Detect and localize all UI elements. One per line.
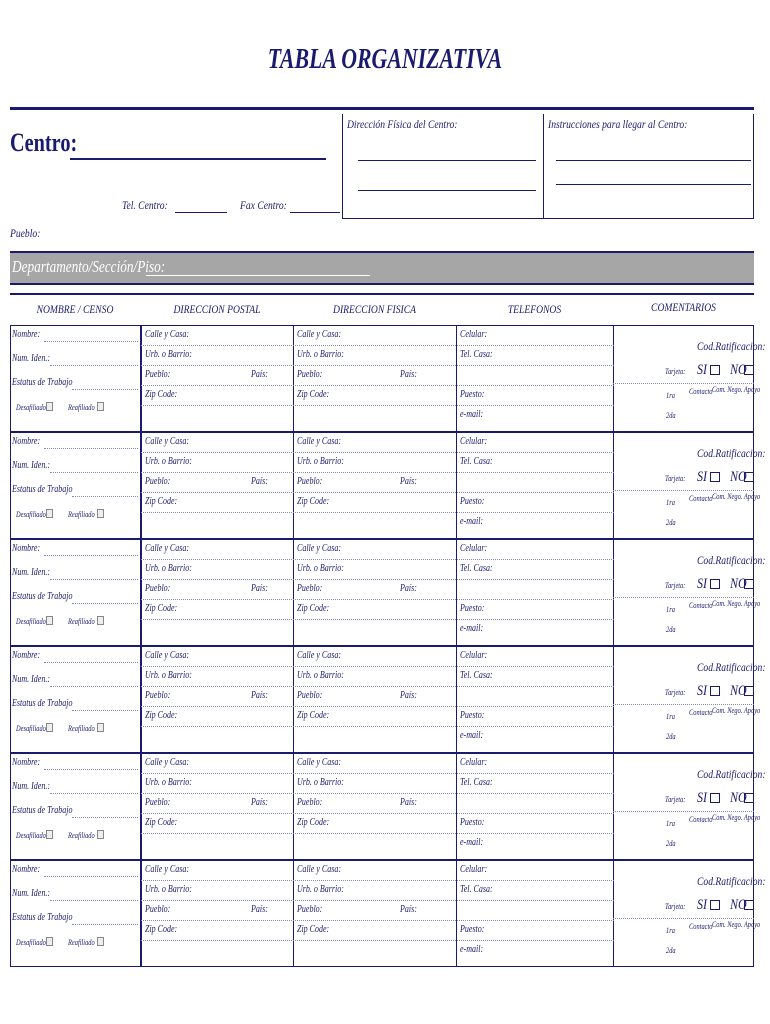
estatus-label: Estatus de Trabajo [12,698,73,709]
postal-zip-label: Zip Code: [145,924,178,935]
num-iden-label: Num. Iden.: [12,353,50,364]
estatus-field[interactable] [72,603,138,604]
row-divider [141,599,614,600]
reafiliado-label: Reafiliado [68,938,95,947]
postal-urb-label: Urb. o Barrio: [145,670,192,681]
row-divider [141,405,614,406]
pueblo-label: Pueblo: [10,226,41,240]
nombre-label: Nombre: [12,864,41,875]
nombre-field[interactable] [44,876,138,877]
tel-casa-label: Tel. Casa: [460,456,493,467]
desafiliado-label: Desafiliado [16,403,46,412]
desafiliado-label: Desafiliado [16,724,46,733]
header-divider-2 [543,114,544,218]
row-divider [141,726,614,727]
desafiliado-checkbox[interactable] [46,402,53,411]
record-block [0,539,770,646]
contacto-label: Contacto [689,708,713,717]
row-divider [141,452,614,453]
primera-label: 1ra [666,712,675,721]
fisica-pueblo-label: Pueblo: [297,583,323,594]
col-header-nombre: NOMBRE / CENSO [36,302,114,316]
tarjeta-label: Tarjeta: [665,581,686,590]
segunda-label: 2da [666,946,676,955]
si-label: SI [697,362,707,378]
row-divider [141,345,614,346]
fisica-pueblo-label: Pueblo: [297,797,323,808]
tel-centro-field[interactable] [175,212,227,213]
fisica-pais-label: País: [400,476,417,487]
num-iden-field[interactable] [50,472,138,473]
primera-label: 1ra [666,819,675,828]
row-divider [613,490,754,491]
col-header-telefonos: TELEFONOS [507,302,562,316]
num-iden-label: Num. Iden.: [12,888,50,899]
header-divider-1 [342,114,343,218]
celular-label: Celular: [460,329,488,340]
record-block [0,432,770,539]
fisica-urb-label: Urb. o Barrio: [297,884,344,895]
si-checkbox[interactable] [710,686,720,696]
reafiliado-label: Reafiliado [68,617,95,626]
desafiliado-label: Desafiliado [16,938,46,947]
title-divider [10,107,754,110]
postal-zip-label: Zip Code: [145,496,178,507]
primera-label: 1ra [666,926,675,935]
row-divider [141,686,614,687]
postal-zip-label: Zip Code: [145,389,178,400]
desafiliado-checkbox[interactable] [46,830,53,839]
postal-urb-label: Urb. o Barrio: [145,563,192,574]
reafiliado-label: Reafiliado [68,831,95,840]
fisica-pueblo-label: Pueblo: [297,904,323,915]
row-divider [141,619,614,620]
segunda-label: 2da [666,411,676,420]
desafiliado-checkbox[interactable] [46,509,53,518]
postal-calle-label: Calle y Casa: [145,650,189,661]
com-nego-apoyo-label: Com. Nego. Apoyo [712,492,761,501]
com-nego-apoyo-label: Com. Nego. Apoyo [712,385,761,394]
postal-urb-label: Urb. o Barrio: [145,884,192,895]
puesto-label: Puesto: [460,924,485,935]
no-checkbox[interactable] [744,579,754,589]
no-label: NO [730,897,747,913]
postal-urb-label: Urb. o Barrio: [145,456,192,467]
reafiliado-label: Reafiliado [68,724,95,733]
num-iden-label: Num. Iden.: [12,460,50,471]
no-label: NO [730,790,747,806]
nombre-field[interactable] [44,448,138,449]
nombre-label: Nombre: [12,329,41,340]
fisica-urb-label: Urb. o Barrio: [297,456,344,467]
estatus-field[interactable] [72,710,138,711]
puesto-label: Puesto: [460,603,485,614]
fisica-pueblo-label: Pueblo: [297,476,323,487]
cod-ratificacion-label: Cod.Ratificacion: [697,874,766,888]
email-label: e-mail: [460,409,484,420]
postal-calle-label: Calle y Casa: [145,329,189,340]
reafiliado-checkbox[interactable] [97,723,104,732]
segunda-label: 2da [666,839,676,848]
desafiliado-checkbox[interactable] [46,616,53,625]
email-label: e-mail: [460,516,484,527]
puesto-label: Puesto: [460,817,485,828]
num-iden-field[interactable] [50,900,138,901]
fisica-pais-label: País: [400,369,417,380]
fisica-pais-label: País: [400,690,417,701]
postal-pais-label: País: [251,369,268,380]
primera-label: 1ra [666,498,675,507]
postal-zip-label: Zip Code: [145,710,178,721]
no-label: NO [730,469,747,485]
postal-pueblo-label: Pueblo: [145,369,171,380]
tel-casa-label: Tel. Casa: [460,670,493,681]
row-divider [141,666,614,667]
estatus-field[interactable] [72,924,138,925]
no-checkbox[interactable] [744,900,754,910]
nombre-field[interactable] [44,662,138,663]
cod-ratificacion-label: Cod.Ratificacion: [697,767,766,781]
row-divider [141,512,614,513]
row-divider [141,365,614,366]
postal-pueblo-label: Pueblo: [145,476,171,487]
fisica-zip-label: Zip Code: [297,389,330,400]
cod-ratificacion-label: Cod.Ratificacion: [697,446,766,460]
contacto-label: Contacto [689,387,713,396]
com-nego-apoyo-label: Com. Nego. Apoyo [712,599,761,608]
centro-label: Centro: [10,128,78,157]
page-title: TABLA ORGANIZATIVA [267,44,503,75]
postal-calle-label: Calle y Casa: [145,543,189,554]
email-label: e-mail: [460,837,484,848]
no-label: NO [730,362,747,378]
row-divider [141,492,614,493]
postal-calle-label: Calle y Casa: [145,757,189,768]
puesto-label: Puesto: [460,389,485,400]
celular-label: Celular: [460,757,488,768]
fisica-calle-label: Calle y Casa: [297,329,341,340]
fisica-pais-label: País: [400,904,417,915]
record-block [0,753,770,860]
cod-ratificacion-label: Cod.Ratificacion: [697,339,766,353]
tel-casa-label: Tel. Casa: [460,563,493,574]
nombre-field[interactable] [44,769,138,770]
instrucciones-line-1[interactable] [556,160,751,161]
si-label: SI [697,897,707,913]
nombre-label: Nombre: [12,436,41,447]
segunda-label: 2da [666,518,676,527]
reafiliado-label: Reafiliado [68,510,95,519]
fisica-calle-label: Calle y Casa: [297,543,341,554]
fisica-zip-label: Zip Code: [297,496,330,507]
fisica-pais-label: País: [400,797,417,808]
fisica-calle-label: Calle y Casa: [297,436,341,447]
row-divider [141,940,614,941]
num-iden-field[interactable] [50,365,138,366]
header-divider-3 [753,114,754,218]
postal-calle-label: Calle y Casa: [145,864,189,875]
no-checkbox[interactable] [744,686,754,696]
si-checkbox[interactable] [710,793,720,803]
segunda-label: 2da [666,732,676,741]
postal-pueblo-label: Pueblo: [145,797,171,808]
row-divider [141,900,614,901]
estatus-label: Estatus de Trabajo [12,484,73,495]
row-divider [613,383,754,384]
row-divider [141,706,614,707]
fax-centro-field[interactable] [290,212,340,213]
num-iden-label: Num. Iden.: [12,567,50,578]
num-iden-field[interactable] [50,686,138,687]
reafiliado-checkbox[interactable] [97,509,104,518]
fisica-calle-label: Calle y Casa: [297,864,341,875]
com-nego-apoyo-label: Com. Nego. Apoyo [712,706,761,715]
postal-pais-label: País: [251,476,268,487]
col-header-fisica: DIRECCION FISICA [333,302,416,316]
fisica-urb-label: Urb. o Barrio: [297,349,344,360]
tel-casa-label: Tel. Casa: [460,349,493,360]
row-divider [141,813,614,814]
col-header-comentarios: COMENTARIOS [651,300,716,314]
contacto-label: Contacto [689,601,713,610]
primera-label: 1ra [666,391,675,400]
row-divider [613,704,754,705]
fisica-zip-label: Zip Code: [297,710,330,721]
puesto-label: Puesto: [460,496,485,507]
celular-label: Celular: [460,543,488,554]
postal-pais-label: País: [251,797,268,808]
num-iden-label: Num. Iden.: [12,781,50,792]
departamento-field[interactable] [146,275,370,276]
row-divider [141,472,614,473]
desafiliado-label: Desafiliado [16,510,46,519]
desafiliado-label: Desafiliado [16,617,46,626]
header-bottom-line [342,218,754,219]
fisica-pueblo-label: Pueblo: [297,369,323,380]
direccion-fisica-line-2[interactable] [358,190,536,191]
tel-centro-label: Tel. Centro: [122,198,168,212]
com-nego-apoyo-label: Com. Nego. Apoyo [712,813,761,822]
si-label: SI [697,683,707,699]
email-label: e-mail: [460,730,484,741]
nombre-label: Nombre: [12,543,41,554]
tel-casa-label: Tel. Casa: [460,777,493,788]
tarjeta-label: Tarjeta: [665,795,686,804]
row-divider [141,920,614,921]
fisica-urb-label: Urb. o Barrio: [297,670,344,681]
email-label: e-mail: [460,623,484,634]
fisica-urb-label: Urb. o Barrio: [297,777,344,788]
si-label: SI [697,790,707,806]
celular-label: Celular: [460,650,488,661]
postal-calle-label: Calle y Casa: [145,436,189,447]
num-iden-field[interactable] [50,793,138,794]
num-iden-field[interactable] [50,579,138,580]
celular-label: Celular: [460,436,488,447]
record-block [0,860,770,967]
row-divider [141,579,614,580]
row-divider [141,880,614,881]
desafiliado-checkbox[interactable] [46,723,53,732]
si-checkbox[interactable] [710,365,720,375]
row-divider [141,793,614,794]
contacto-label: Contacto [689,922,713,931]
direccion-fisica-line-1[interactable] [358,160,536,161]
si-checkbox[interactable] [710,472,720,482]
direccion-fisica-label: Dirección Física del Centro: [347,117,458,131]
row-divider [613,811,754,812]
no-checkbox[interactable] [744,472,754,482]
postal-zip-label: Zip Code: [145,817,178,828]
fisica-calle-label: Calle y Casa: [297,757,341,768]
postal-zip-label: Zip Code: [145,603,178,614]
reafiliado-checkbox[interactable] [97,402,104,411]
no-checkbox[interactable] [744,793,754,803]
si-checkbox[interactable] [710,900,720,910]
fisica-zip-label: Zip Code: [297,817,330,828]
si-checkbox[interactable] [710,579,720,589]
com-nego-apoyo-label: Com. Nego. Apoyo [712,920,761,929]
si-label: SI [697,469,707,485]
estatus-label: Estatus de Trabajo [12,912,73,923]
nombre-field[interactable] [44,341,138,342]
puesto-label: Puesto: [460,710,485,721]
estatus-label: Estatus de Trabajo [12,805,73,816]
col-header-postal: DIRECCION POSTAL [173,302,261,316]
row-divider [141,559,614,560]
instrucciones-label: Instrucciones para llegar al Centro: [548,117,688,131]
si-label: SI [697,576,707,592]
primera-label: 1ra [666,605,675,614]
fisica-calle-label: Calle y Casa: [297,650,341,661]
postal-pais-label: País: [251,583,268,594]
fisica-urb-label: Urb. o Barrio: [297,563,344,574]
tarjeta-label: Tarjeta: [665,367,686,376]
tarjeta-label: Tarjeta: [665,474,686,483]
tarjeta-label: Tarjeta: [665,902,686,911]
record-block [0,646,770,753]
row-divider [613,597,754,598]
desafiliado-label: Desafiliado [16,831,46,840]
estatus-label: Estatus de Trabajo [12,591,73,602]
row-divider [141,833,614,834]
fisica-pueblo-label: Pueblo: [297,690,323,701]
no-label: NO [730,576,747,592]
departamento-label: Departamento/Sección/Piso: [12,257,166,276]
postal-urb-label: Urb. o Barrio: [145,349,192,360]
centro-field[interactable] [70,158,326,160]
row-divider [141,385,614,386]
reafiliado-checkbox[interactable] [97,616,104,625]
estatus-label: Estatus de Trabajo [12,377,73,388]
row-divider [141,773,614,774]
cod-ratificacion-label: Cod.Ratificacion: [697,553,766,567]
contacto-label: Contacto [689,494,713,503]
estatus-field[interactable] [72,496,138,497]
estatus-field[interactable] [72,389,138,390]
fisica-zip-label: Zip Code: [297,924,330,935]
contacto-label: Contacto [689,815,713,824]
segunda-label: 2da [666,625,676,634]
nombre-label: Nombre: [12,757,41,768]
record-block [0,325,770,432]
postal-pueblo-label: Pueblo: [145,690,171,701]
fax-centro-label: Fax Centro: [240,198,287,212]
instrucciones-line-2[interactable] [556,184,751,185]
no-checkbox[interactable] [744,365,754,375]
columns-top-line [10,293,754,295]
tel-casa-label: Tel. Casa: [460,884,493,895]
cod-ratificacion-label: Cod.Ratificacion: [697,660,766,674]
tarjeta-label: Tarjeta: [665,688,686,697]
fisica-pais-label: País: [400,583,417,594]
postal-pais-label: País: [251,904,268,915]
celular-label: Celular: [460,864,488,875]
nombre-field[interactable] [44,555,138,556]
postal-urb-label: Urb. o Barrio: [145,777,192,788]
fisica-zip-label: Zip Code: [297,603,330,614]
email-label: e-mail: [460,944,484,955]
no-label: NO [730,683,747,699]
postal-pueblo-label: Pueblo: [145,583,171,594]
postal-pais-label: País: [251,690,268,701]
estatus-field[interactable] [72,817,138,818]
row-divider [613,918,754,919]
reafiliado-label: Reafiliado [68,403,95,412]
desafiliado-checkbox[interactable] [46,937,53,946]
postal-pueblo-label: Pueblo: [145,904,171,915]
reafiliado-checkbox[interactable] [97,830,104,839]
num-iden-label: Num. Iden.: [12,674,50,685]
reafiliado-checkbox[interactable] [97,937,104,946]
nombre-label: Nombre: [12,650,41,661]
